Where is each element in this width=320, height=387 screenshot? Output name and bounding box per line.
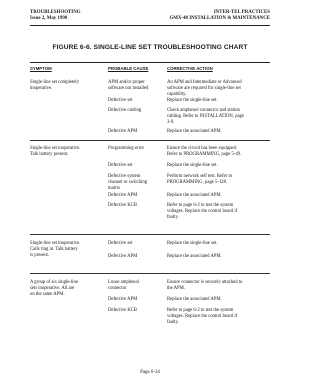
column-header-corrective-action: CORRECTIVE ACTION: [167, 66, 213, 71]
action-cell: [167, 241, 218, 247]
column-header-symptom: SYMPTOM: [30, 66, 52, 71]
action-cell-line: 3-9.: [167, 119, 175, 125]
cause-cell-line: Defective set: [108, 163, 133, 168]
action-cell-line: faulty.: [167, 319, 179, 325]
cause-cell-line: Defective KCB: [108, 308, 138, 313]
title-top-rule: [30, 62, 270, 63]
cause-cell-line: Defective set: [108, 98, 133, 103]
action-cell: [167, 146, 241, 158]
page-number: Page 6-34: [140, 370, 160, 375]
cause-cell-line: Defective APM: [108, 254, 138, 259]
action-cell-line: Replace the associated APM.: [167, 129, 222, 134]
action-cell: [167, 203, 237, 220]
cause-cell-line: Programming error: [108, 146, 145, 151]
action-cell-line: cabling. Refer to INSTALLATION, page: [167, 113, 244, 119]
action-cell: [167, 163, 218, 169]
cause-cell-line: Defective KCB: [108, 203, 138, 208]
action-cell-line: Refer to page 6-2 to test the system: [167, 203, 234, 208]
action-cell-line: Replace the single-line set.: [167, 98, 218, 103]
cause-cell: [108, 146, 144, 152]
action-cell-line: Perform network self test. Refer to: [167, 174, 233, 179]
cause-cell-line: connector: [108, 285, 127, 291]
action-cell-line: Replace the associated APM.: [167, 297, 222, 302]
header-divider: [30, 25, 270, 26]
action-cell-line: capability.: [167, 91, 187, 97]
action-cell-line: the APM.: [167, 285, 185, 291]
cause-cell: [108, 163, 133, 169]
symptom-cell-line: sets inoperative. All are: [30, 285, 75, 291]
cause-cell-line: channel or switching: [108, 179, 148, 185]
figure-title: FIGURE 6-6. SINGLE-LINE SET TROUBLESHOOTING CHART: [52, 44, 248, 51]
symptom-cell-line: is present.: [30, 252, 50, 258]
symptom-cell-line: Single-line set completely: [30, 80, 79, 85]
cause-cell: [108, 193, 137, 199]
header-issue-date: Issue 2, May 1990: [30, 16, 68, 21]
cause-cell-line: Defective system: [108, 174, 141, 179]
cause-cell: [108, 80, 148, 92]
symptom-cell: [30, 280, 78, 297]
action-cell: [167, 108, 244, 125]
action-cell-line: PROGRAMMING, page 5-128.: [167, 179, 228, 185]
symptom-cell-line: Talk battery present.: [30, 151, 69, 157]
symptom-cell-line: on the same APM.: [30, 291, 65, 297]
cause-cell: [108, 241, 133, 247]
action-cell: [167, 193, 222, 199]
cause-cell-line: software not installed: [108, 85, 149, 91]
symptom-cell-line: Calls ring in. Talk battery: [30, 246, 78, 252]
cause-cell: [108, 203, 137, 209]
header-publication: INTER-TEL PRACTICES: [213, 10, 270, 15]
action-cell-line: Refer to PROGRAMMING, page 5-49.: [167, 151, 242, 157]
symptom-cell: [30, 80, 79, 92]
page-header-left: [30, 10, 81, 22]
action-cell: [167, 308, 237, 325]
action-cell-line: software are required for single-line set: [167, 85, 241, 91]
cause-cell: [108, 108, 141, 114]
symptom-cell: [30, 146, 80, 158]
cause-cell-line: Defective cabling: [108, 108, 142, 113]
cause-cell-line: Loose amphenol: [108, 280, 140, 285]
cause-cell: [108, 297, 137, 303]
action-cell: [167, 254, 222, 260]
action-cell: [167, 129, 222, 135]
action-cell: [167, 98, 218, 104]
action-cell-line: Ensure connector is securely attached to: [167, 280, 243, 285]
symptom-cell: [30, 241, 80, 258]
row-divider: [30, 273, 270, 274]
action-cell-line: faulty.: [167, 214, 179, 220]
action-cell-line: Replace the single-line set.: [167, 163, 218, 168]
action-cell-line: Refer to page 6-2 to test the system: [167, 308, 234, 313]
symptom-cell-line: inoperative.: [30, 85, 53, 91]
cause-cell-line: APM and/or proper: [108, 80, 145, 85]
action-cell-line: Replace the associated APM.: [167, 254, 222, 259]
action-cell: [167, 174, 232, 186]
symptom-cell-line: Single-line set inoperative.: [30, 241, 81, 246]
page-header-right: [170, 10, 271, 22]
action-cell-line: Replace the single-line set.: [167, 241, 218, 246]
cause-cell: [108, 98, 133, 104]
action-cell-line: Check amphenol connector and station: [167, 108, 240, 113]
symptom-cell-line: Single-line set inoperative.: [30, 146, 81, 151]
cause-cell-line: Defective APM: [108, 129, 138, 134]
row-divider: [30, 140, 270, 141]
cause-cell: [108, 254, 137, 260]
action-cell: [167, 80, 242, 97]
column-header-probable-cause: PROBABLE CAUSE: [108, 66, 149, 71]
symptom-cell-line: A group of six single-line: [30, 280, 78, 285]
cause-cell-line: Defective APM: [108, 193, 138, 198]
cause-cell: [108, 280, 139, 292]
action-cell-line: voltages. Replace the control board if: [167, 313, 238, 319]
action-cell-line: Replace the associated APM.: [167, 193, 222, 198]
action-cell-line: An APM and Intermediate or Advanced: [167, 80, 242, 85]
cause-cell: [108, 129, 137, 135]
header-manual-title: GMX-48 INSTALLATION & MAINTENANCE: [169, 16, 270, 21]
cause-cell-line: Defective set: [108, 241, 133, 246]
action-cell: [167, 280, 242, 292]
action-cell-line: voltages. Replace the control board if: [167, 208, 238, 214]
header-section-title: TROUBLESHOOTING: [30, 10, 81, 15]
cause-cell: [108, 308, 137, 314]
row-divider: [30, 234, 270, 235]
action-cell-line: Ensure the circuit has been equipped.: [167, 146, 238, 151]
cause-cell-line: matrix: [108, 185, 121, 191]
action-cell: [167, 297, 222, 303]
cause-cell-line: Defective APM: [108, 297, 138, 302]
cause-cell: [108, 174, 147, 191]
